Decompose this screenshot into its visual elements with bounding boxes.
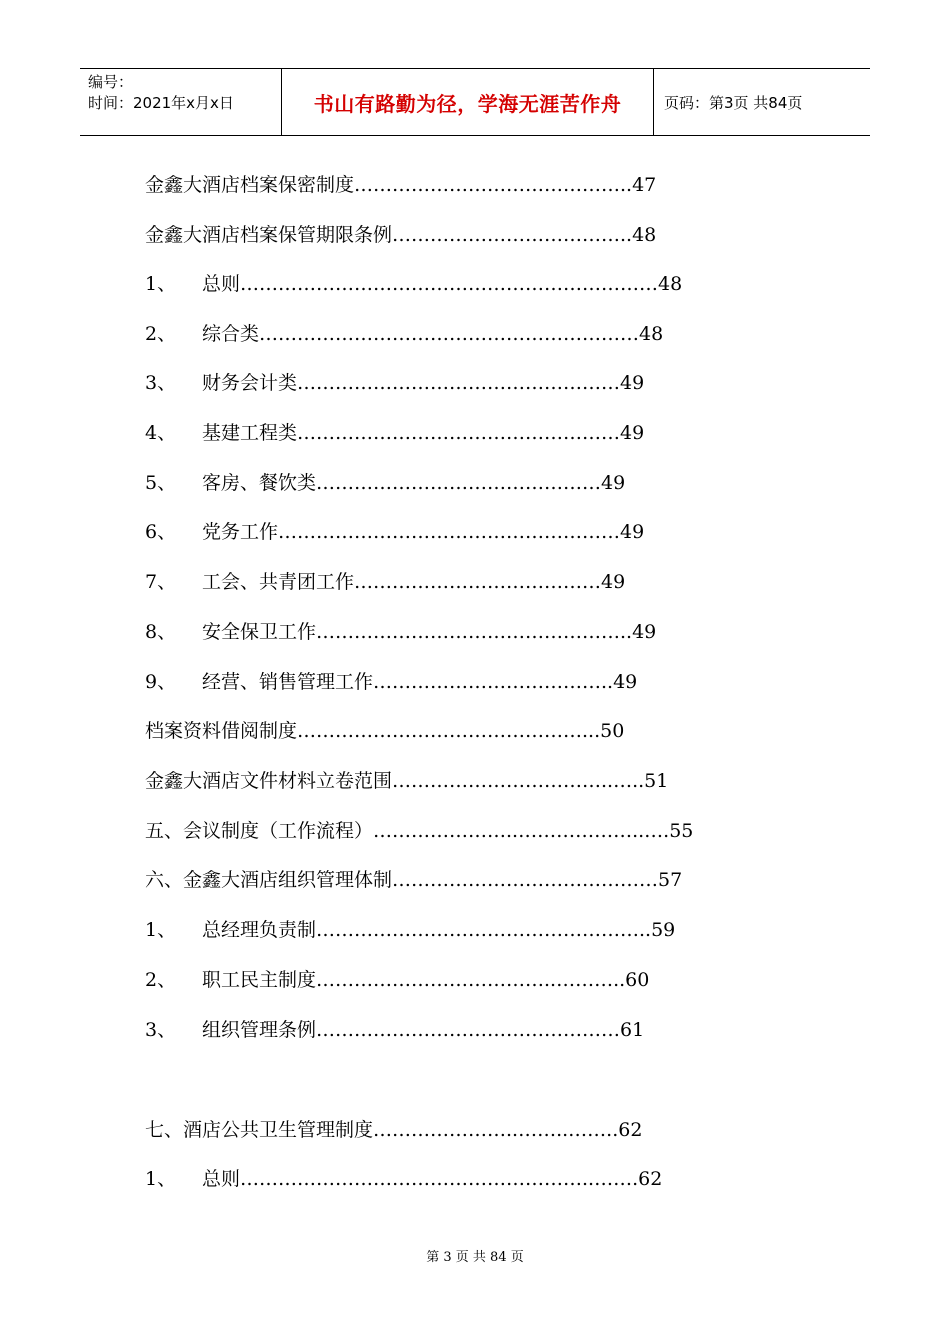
toc-entry-text: 经营、销售管理工作………………………………..49 <box>202 671 638 693</box>
toc-entry <box>145 965 649 995</box>
toc-entry-number: 8、 <box>145 621 177 643</box>
toc-entry <box>145 667 637 697</box>
toc-entry-text: 档案资料借阅制度………………………………………...50 <box>145 720 625 742</box>
header-motto: 书山有路勤为径，学海无涯苦作舟 <box>282 69 654 135</box>
toc-entry-text: 组织管理条例…………………………………………61 <box>202 1019 645 1041</box>
toc-entry <box>145 170 656 200</box>
toc-entry-text: 七、酒店公共卫生管理制度…………………..……..……..62 <box>145 1119 643 1141</box>
toc-entry <box>145 617 656 647</box>
toc-entry-text: 金鑫大酒店文件材料立卷范围……………………………..…..51 <box>145 770 669 792</box>
page-footer: 第 3 页 共 84 页 <box>426 1250 524 1265</box>
toc-entry-text: 客房、餐饮类………………………………………49 <box>202 472 626 494</box>
toc-entry <box>145 766 668 796</box>
toc-entry-number: 2、 <box>145 323 177 345</box>
toc-entry <box>145 1115 642 1145</box>
toc-entry-number: 3、 <box>145 372 177 394</box>
toc-entry-number: 2、 <box>145 969 177 991</box>
toc-entry-text: 金鑫大酒店档案保管期限条例………………………………..48 <box>145 224 657 246</box>
toc-entry <box>145 468 625 498</box>
toc-entry <box>145 269 682 299</box>
toc-entry <box>145 319 663 349</box>
toc-entry-text: 总经理负责制……………………………………………..59 <box>202 919 676 941</box>
toc-entry-text: 党务工作………………………………………………49 <box>202 521 645 543</box>
toc-entry-number: 1、 <box>145 919 177 941</box>
toc-entry-text: 财务会计类……………………………………………49 <box>202 372 645 394</box>
toc-entry-text: 工会、共青团工作…………………………………49 <box>202 571 626 593</box>
toc-entry-number: 5、 <box>145 472 177 494</box>
toc-entry-text: 六、金鑫大酒店组织管理体制……………………………………57 <box>145 869 683 891</box>
toc-entry-number: 1、 <box>145 273 177 295</box>
header-page-info: 页码：第3页 共84页 <box>664 93 803 112</box>
document-number-label: 编号： <box>88 73 134 91</box>
toc-entry <box>145 517 644 547</box>
toc-entry-text: 五、会议制度（工作流程）…………………..………………..….55 <box>145 820 694 842</box>
document-date: 时间：2021年x月x日 <box>88 94 234 112</box>
toc-entry <box>145 865 682 895</box>
toc-entry-text: 综合类……………………………………………………48 <box>202 323 664 345</box>
toc-entry <box>145 567 625 597</box>
toc-entry-text: 总则…………………………………………………………48 <box>202 273 683 295</box>
toc-entry <box>145 368 644 398</box>
toc-entry-text: 职工民主制度………………………………..………..60 <box>202 969 650 991</box>
toc-entry <box>145 716 624 746</box>
toc-entry <box>145 220 656 250</box>
toc-entry-number: 9、 <box>145 671 177 693</box>
toc-entry <box>145 816 693 846</box>
page-header <box>80 68 870 136</box>
toc-entry-text: 安全保卫工作…………………………………………..49 <box>202 621 657 643</box>
toc-entry-text: 基建工程类……………………………………………49 <box>202 422 645 444</box>
toc-entry-number: 1、 <box>145 1168 177 1190</box>
header-meta <box>80 69 282 135</box>
toc-entry-text: 金鑫大酒店档案保密制度……………………………………..47 <box>145 174 657 196</box>
toc-entry-number: 7、 <box>145 571 177 593</box>
toc-entry-text: 总则………………………………………………..…….62 <box>202 1168 663 1190</box>
toc-entry-number: 6、 <box>145 521 177 543</box>
toc-entry-number: 4、 <box>145 422 177 444</box>
toc-entry <box>145 418 644 448</box>
toc-entry <box>145 1164 662 1194</box>
toc-entry <box>145 1015 644 1045</box>
toc-entry <box>145 915 675 945</box>
toc-entry-number: 3、 <box>145 1019 177 1041</box>
